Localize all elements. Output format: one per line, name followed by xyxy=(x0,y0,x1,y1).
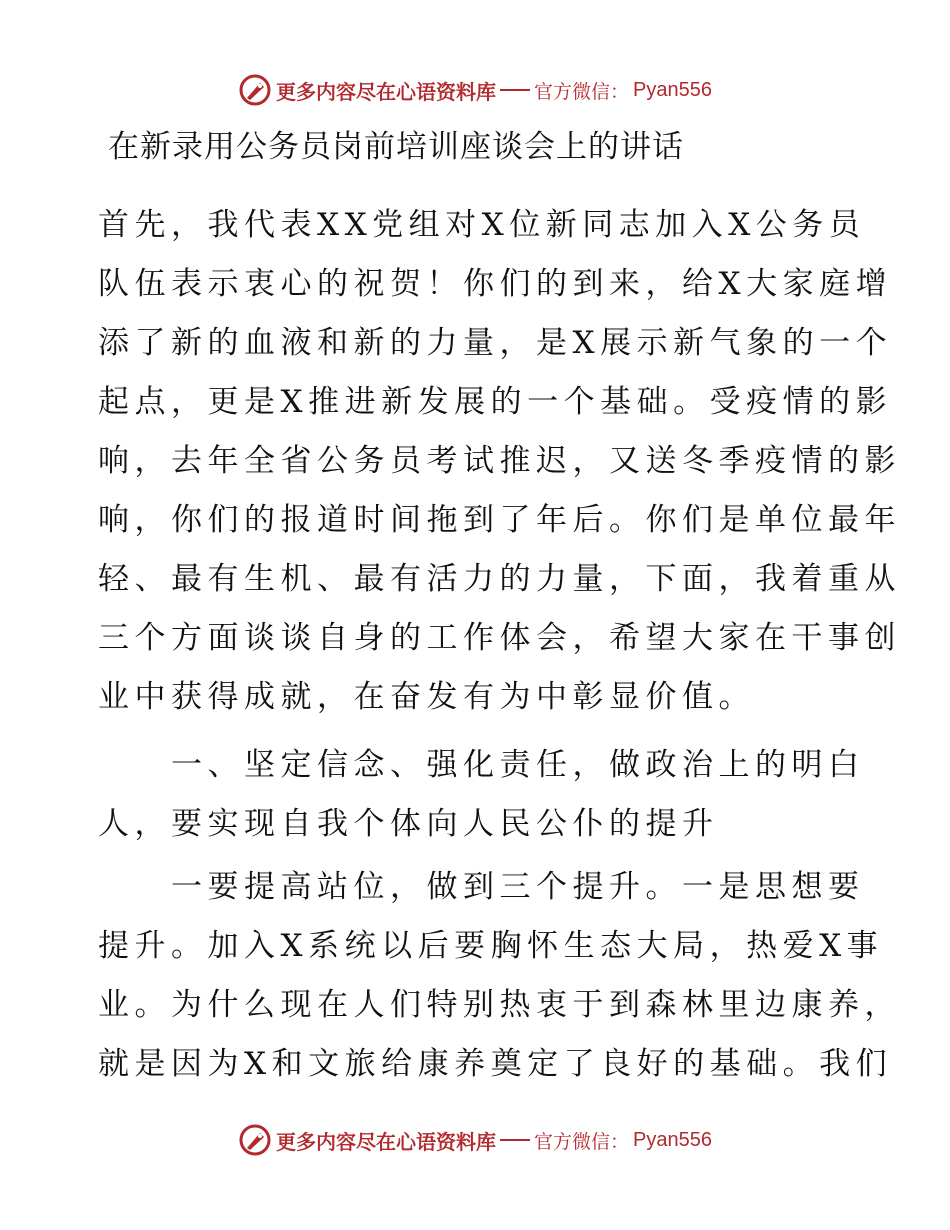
text-line: 三个方面谈谈自身的工作体会，希望大家在干事创 xyxy=(98,620,901,656)
text-line: 人，要实现自我个体向人民公仆的提升 xyxy=(98,806,719,842)
watermark-wechat-id: Pyan556 xyxy=(633,78,712,101)
text-line: 轻、最有生机、最有活力的力量，下面，我着重从 xyxy=(98,561,901,597)
paragraph-intro xyxy=(98,196,901,727)
text-line: 业。为什么现在人们特别热衷于到森林里边康养， xyxy=(98,987,901,1023)
text-line: 添了新的血液和新的力量，是X展示新气象的一个 xyxy=(98,325,893,361)
watermark-dash xyxy=(500,1139,530,1141)
text-line: 一、坚定信念、强化责任，做政治上的明白 xyxy=(98,747,865,783)
text-line: 提升。加入X系统以后要胸怀生态大局，热爱X事 xyxy=(98,928,884,964)
text-line: 就是因为X和文旅给康养奠定了良好的基础。我们 xyxy=(98,1046,893,1082)
pen-nib-circle-icon xyxy=(238,1123,272,1157)
paragraph-body xyxy=(98,858,901,1094)
text-line: 队伍表示衷心的祝贺！你们的到来，给X大家庭增 xyxy=(98,266,893,302)
watermark-brand: 更多内容尽在心语资料库 xyxy=(276,79,496,104)
section-heading-one xyxy=(98,736,865,854)
watermark-dash xyxy=(500,89,530,91)
document-title: 在新录用公务员岗前培训座谈会上的讲话 xyxy=(108,129,684,165)
text-line: 首先，我代表XX党组对X位新同志加入X公务员 xyxy=(98,207,866,243)
text-line: 一要提高站位，做到三个提升。一是思想要 xyxy=(98,869,865,905)
text-line: 业中获得成就，在奋发有为中彰显价值。 xyxy=(98,679,755,715)
text-line: 响，去年全省公务员考试推迟，又送冬季疫情的影 xyxy=(98,443,901,479)
watermark-label: 官方微信： xyxy=(534,80,630,103)
watermark-brand: 更多内容尽在心语资料库 xyxy=(276,1129,496,1154)
watermark-label: 官方微信： xyxy=(534,1130,630,1153)
text-line: 起点，更是X推进新发展的一个基础。受疫情的影 xyxy=(98,384,893,420)
watermark-banner-bottom xyxy=(0,1120,950,1160)
watermark-banner-top xyxy=(0,70,950,110)
text-line: 响，你们的报道时间拖到了年后。你们是单位最年 xyxy=(98,502,901,538)
watermark-wechat-id: Pyan556 xyxy=(633,1128,712,1151)
pen-nib-circle-icon xyxy=(238,73,272,107)
